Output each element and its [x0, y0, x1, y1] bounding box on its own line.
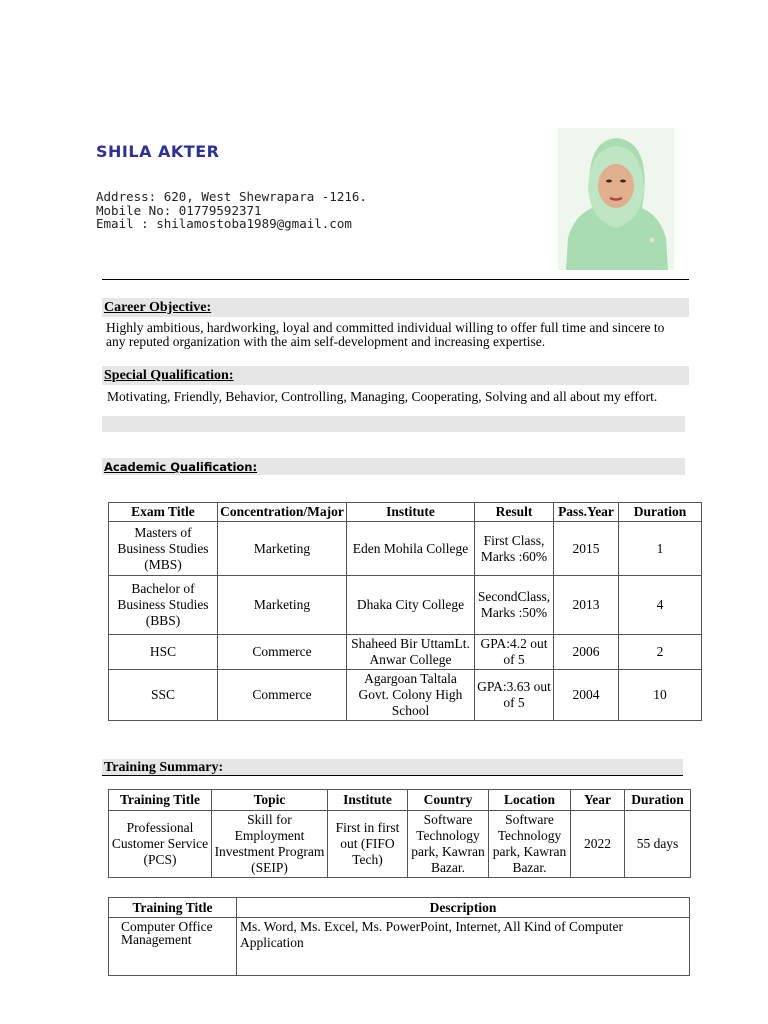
- table-cell: GPA:4.2 out of 5: [475, 635, 554, 670]
- computer-header-cell: Description: [237, 898, 690, 918]
- table-cell: 2004: [554, 670, 619, 721]
- training-header-cell: Year: [571, 790, 625, 811]
- table-cell: Skill for Employment Investment Program (SEIP): [212, 811, 328, 878]
- table-cell: 2: [619, 635, 702, 670]
- table-cell: Marketing: [218, 522, 347, 576]
- table-cell: HSC: [109, 635, 218, 670]
- table-cell: Bachelor of Business Studies (BBS): [109, 576, 218, 635]
- profile-photo-image: [558, 128, 674, 270]
- training-header-cell: Duration: [625, 790, 691, 811]
- career-objective-line-2: any reputed organization with the aim self-development and increasing expertise.: [106, 334, 546, 349]
- table-cell: Masters of Business Studies (MBS): [109, 522, 218, 576]
- academic-header-cell: Result: [475, 503, 554, 522]
- table-cell: Commerce: [218, 670, 347, 721]
- table-cell: Software Technology park, Kawran Bazar.: [489, 811, 571, 878]
- academic-header-row: [109, 503, 702, 522]
- table-cell: 4: [619, 576, 702, 635]
- academic-header-cell: Duration: [619, 503, 702, 522]
- mobile-text: Mobile No: 01779592371: [96, 203, 262, 218]
- table-cell: 2006: [554, 635, 619, 670]
- training-header-row: [109, 790, 691, 811]
- academic-header-cell: Exam Title: [109, 503, 218, 522]
- academic-qualification-title: Academic Qualification:: [104, 460, 258, 474]
- header-divider: [102, 279, 689, 280]
- table-cell: Professional Customer Service (PCS): [109, 811, 212, 878]
- table-cell: SecondClass, Marks :50%: [475, 576, 554, 635]
- academic-header-cell: Pass.Year: [554, 503, 619, 522]
- table-cell: 1: [619, 522, 702, 576]
- table-row: [109, 811, 691, 878]
- training-table: [108, 789, 691, 878]
- table-cell: Computer Office Management: [109, 918, 237, 976]
- training-summary-title: Training Summary:: [104, 760, 224, 775]
- career-objective-title: Career Objective:: [104, 300, 212, 315]
- training-header-cell: Country: [408, 790, 489, 811]
- empty-band: [102, 416, 685, 432]
- table-cell: Eden Mohila College: [347, 522, 475, 576]
- academic-header-cell: Concentration/Major: [218, 503, 347, 522]
- academic-table: [108, 502, 702, 721]
- table-cell: 2022: [571, 811, 625, 878]
- address-text: Address: 620, West Shewrapara -1216.: [96, 189, 367, 204]
- applicant-name: SHILA AKTER: [96, 142, 220, 161]
- table-row: [109, 576, 702, 635]
- email-text: Email : shilamostoba1989@gmail.com: [96, 216, 352, 231]
- special-qualification-title: Special Qualification:: [104, 368, 234, 383]
- table-cell: Agargoan Taltala Govt. Colony High School: [347, 670, 475, 721]
- table-cell: Ms. Word, Ms. Excel, Ms. PowerPoint, Internet, All Kind of Computer Application: [237, 918, 690, 976]
- table-cell: Commerce: [218, 635, 347, 670]
- table-cell: Shaheed Bir UttamLt. Anwar College: [347, 635, 475, 670]
- table-row: [109, 918, 690, 976]
- academic-header-cell: Institute: [347, 503, 475, 522]
- table-cell: SSC: [109, 670, 218, 721]
- computer-header-row: [109, 898, 690, 918]
- training-header-cell: Training Title: [109, 790, 212, 811]
- table-cell: Marketing: [218, 576, 347, 635]
- table-cell: 2015: [554, 522, 619, 576]
- table-cell: 2013: [554, 576, 619, 635]
- training-header-cell: Institute: [328, 790, 408, 811]
- special-qualification-text: Motivating, Friendly, Behavior, Controlling, Managing, Cooperating, Solving and all about my effort.: [107, 389, 658, 404]
- training-header-cell: Location: [489, 790, 571, 811]
- table-row: [109, 635, 702, 670]
- table-cell: Dhaka City College: [347, 576, 475, 635]
- table-row: [109, 522, 702, 576]
- table-cell: First Class, Marks :60%: [475, 522, 554, 576]
- training-header-cell: Topic: [212, 790, 328, 811]
- computer-training-table: [108, 897, 690, 976]
- computer-header-cell: Training Title: [109, 898, 237, 918]
- table-row: [109, 670, 702, 721]
- table-cell: GPA:3.63 out of 5: [475, 670, 554, 721]
- table-cell: 10: [619, 670, 702, 721]
- profile-photo: [558, 128, 674, 270]
- table-cell: 55 days: [625, 811, 691, 878]
- table-cell: Software Technology park, Kawran Bazar.: [408, 811, 489, 878]
- career-objective-line-1: Highly ambitious, hardworking, loyal and committed individual willing to offer full time and sincere to: [106, 320, 665, 335]
- table-cell: First in first out (FIFO Tech): [328, 811, 408, 878]
